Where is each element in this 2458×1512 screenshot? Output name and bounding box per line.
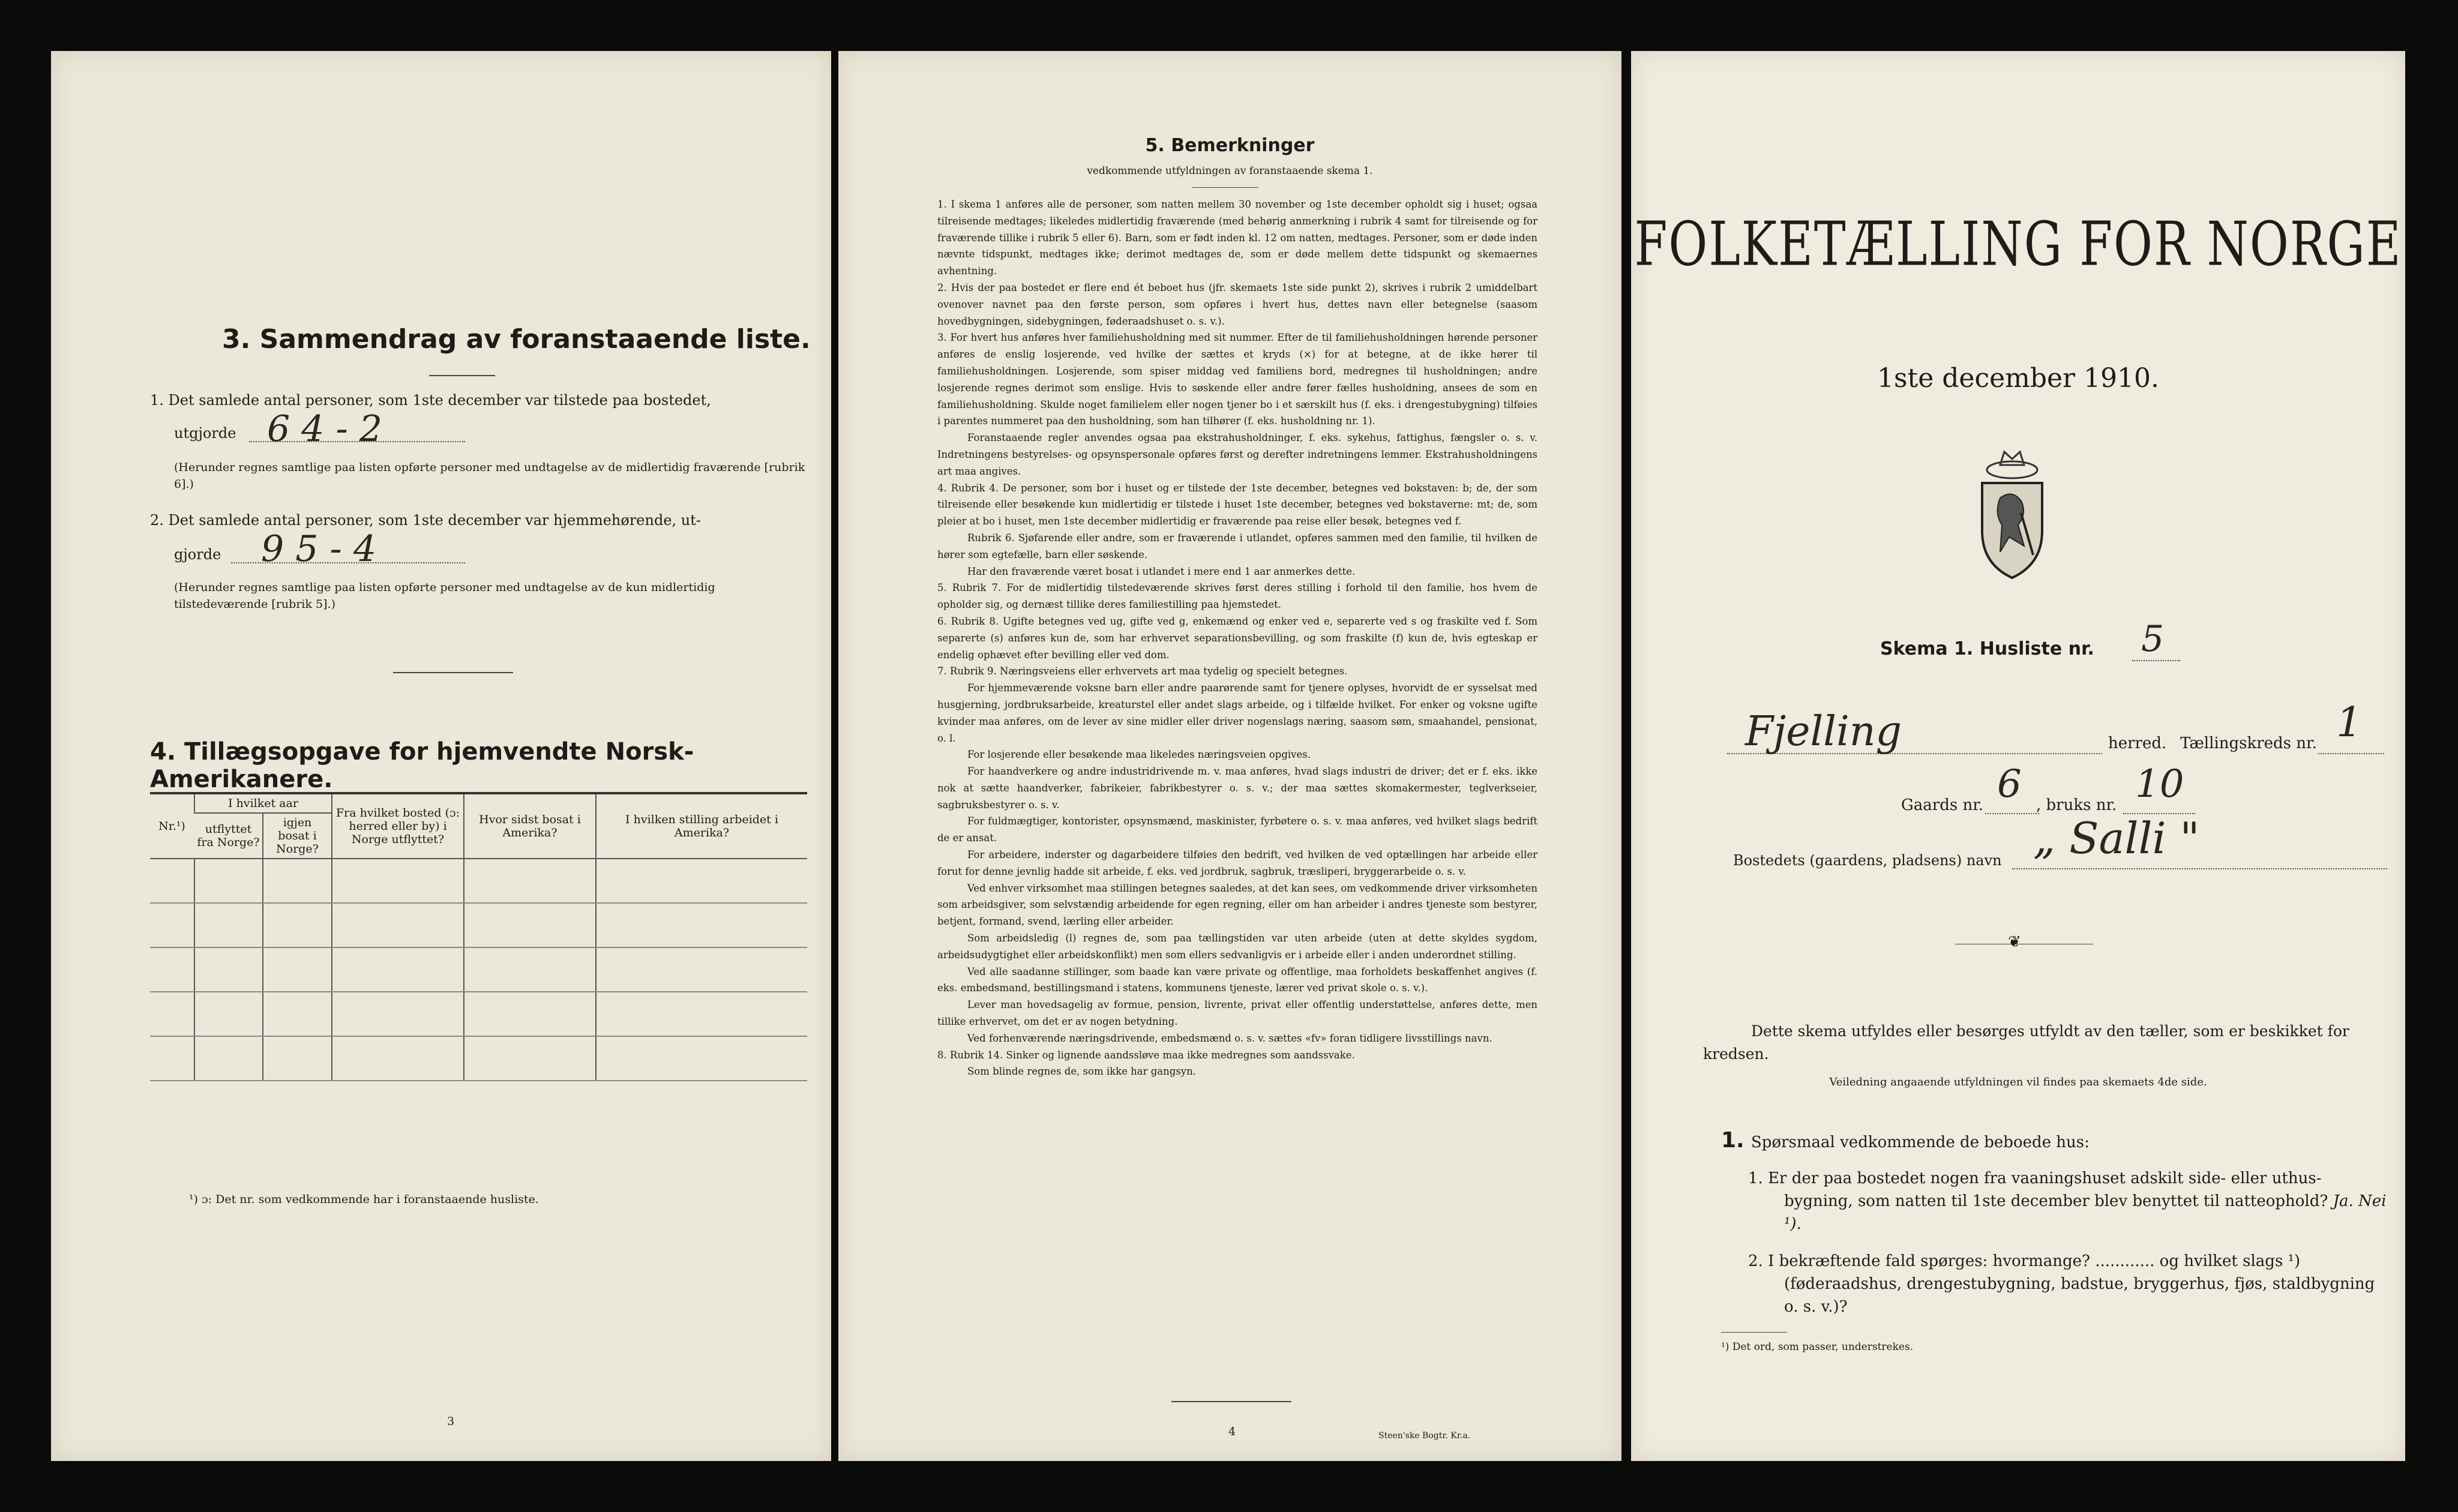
gaards-label: Gaards nr. — [1901, 796, 1984, 814]
skema-label: Skema 1. Husliste nr. — [1880, 638, 2094, 659]
heading-rule — [429, 375, 495, 376]
table-row — [150, 947, 807, 992]
question-1-answer: Ja. Nei ¹). — [1784, 1192, 2387, 1233]
note-4b: Rubrik 6. Sjøfarende eller andre, som er fraværende i utlandet, opføres sammen med den familie, til hvilken de hører som egtefælle, barn eller søskende. — [937, 532, 1537, 560]
husliste-dotted-line — [2132, 660, 2180, 661]
bemerkninger-heading: 5. Bemerkninger — [1145, 135, 1315, 156]
table-footnote: ¹) ɔ: Det nr. som vedkommende har i foranstaaende husliste. — [189, 1193, 539, 1206]
norsk-amerikanere-table — [150, 792, 807, 1081]
bemerkninger-subheading: vedkommende utfyldningen av foranstaaende skema 1. — [1087, 165, 1373, 177]
col-nr: Nr.¹) — [150, 793, 194, 859]
item2-handwritten-value: 9 5 - 4 — [261, 528, 377, 570]
item2-line: 2. Det samlede antal personer, som 1ste december var hjemmehørende, ut- — [150, 512, 701, 529]
note-7b: For hjemmeværende voksne barn eller andre paarørende samt for tjenere oplyses, hvorvidt de er sysselsat med husgjerning, jordbruksarbeide, kreaturstel eller andet slags arbeide, og i tilfælde hvilket. For enker og voksne ugifte kvinder maa anføres, om de lever av sine midler eller driver nogenslags næring, saasom søm, smaahandel, pensionat, o. l. — [937, 682, 1537, 744]
table-row — [150, 903, 807, 947]
footnote-rule — [1721, 1332, 1787, 1333]
question-heading: Spørsmaal vedkommende de beboede hus: — [1751, 1133, 2090, 1151]
bosted-label: Bostedets (gaardens, pladsens) navn — [1733, 852, 2002, 869]
note-7k: Ved forhenværende næringsdrivende, embedsmænd o. s. v. sættes «fv» foran tidligere livsstillings navn. — [967, 1032, 1492, 1044]
table-row — [150, 1036, 807, 1081]
heading-rule — [1192, 187, 1258, 188]
note-7j: Lever man hovedsagelig av formue, pension, livrente, privat eller offentlig understøttelse, anføres dette, men tillike erhvervet, om det er av nogen betydning. — [937, 999, 1537, 1028]
note-1: 1. I skema 1 anføres alle de personer, som natten mellem 30 november og 1ste december opholdt sig i huset; ogsaa tilreisende medtages; likeledes midlertidig fraværende (med behørig anmerkning i rubrik 4 samt for tilreisende og for fraværende tillike i rubrik 5 eller 6). Barn, som er født inden kl. 12 om natten, medtages. Personer, som er døde inden nævnte tidspunkt, medtages ikke; derimot medtages de, som er døde mellem dette tidspunkt og skemaernes avhentning. — [937, 199, 1537, 277]
herred-label: herred. — [2108, 734, 2167, 752]
question-heading-number: 1. — [1721, 1128, 1744, 1153]
col-utflyttet: utflyttet fra Norge? — [194, 813, 263, 859]
page-number: 4 — [1228, 1425, 1236, 1438]
footnote: ¹) Det ord, som passer, understrekes. — [1721, 1341, 1914, 1353]
note-8b: Som blinde regnes de, som ikke har gangsyn. — [967, 1066, 1196, 1078]
divider — [393, 672, 513, 673]
note-7c: For losjerende eller besøkende maa likeledes næringsveien opgives. — [967, 749, 1311, 761]
note-7g: Ved enhver virksomhet maa stillingen betegnes saaledes, at det kan sees, om vedkommende driver virksomheten som arbeidsgiver, som selvstændig arbeidende for egen regning, eller om han arbeider i andres tjeneste som bestyrer, betjent, formand, svend, lærling eller arbeider. — [937, 882, 1537, 928]
bosted-dotted-line — [2012, 868, 2387, 869]
item1-line: 1. Det samlede antal personer, som 1ste december var tilstede paa bostedet, — [150, 392, 711, 409]
col-igjen: igjen bosat i Norge? — [263, 813, 332, 859]
gaards-value: 6 — [1997, 762, 2022, 806]
note-3: 3. For hvert hus anføres hver familiehusholdning med sit nummer. Efter de til familiehusholdningen hørende personer anføres de enslig losjerende, ved hvilke der sættes et kryds (×) for at betegne, at de ikke hører til familiehusholdningen. Losjerende, som spiser middag ved familiens bord, medregnes til husholdningen; andre losjerende regnes derimot som enslige. Hvis to søskende eller andre fører fælles husholdning, ansees de som en familiehusholdning. Skulde noget familielem eller nogen tjener bo i et særskilt hus (f. eks. i drengestubygning) tilføies i parentes nummeret paa den husholdning, som han tilhører (f. eks. husholdning nr. 1). — [937, 332, 1537, 427]
note-7f: For arbeidere, inderster og dagarbeidere tilføies den bedrift, ved hvilken de ved optællingen har arbeide eller forut for denne jevnlig hadde sit arbeide, f. eks. ved jordbruk, sagbruk, træsliperi, bryggerarbeide o. s. v. — [937, 849, 1537, 877]
form-date: 1ste december 1910. — [1877, 363, 2160, 394]
item1-label: utgjorde — [174, 425, 236, 442]
section-3-heading: 3. Sammendrag av foranstaaende liste. — [222, 324, 811, 355]
notes-body — [937, 196, 1537, 1080]
ornament-icon: ❦ — [2008, 933, 2021, 951]
note-4: 4. Rubrik 4. De personer, som bor i huset og er tilstede der 1ste december, betegnes ved bokstaven: b; de, der som tilreisende eller besøkende kun midlertidig er tilstede i huset 1ste december, betegnes ved bokstaverne: mt; de, som pleier at bo i huset, men 1ste december midlertidig er fraværende paa reise eller besøk, betegnes ved f. — [937, 482, 1537, 527]
divider — [1171, 1401, 1291, 1402]
item1-handwritten-value: 6 4 - 2 — [267, 408, 383, 450]
kreds-dotted-line — [2318, 753, 2384, 754]
table-row — [150, 992, 807, 1036]
husliste-nr-value: 5 — [2141, 618, 2165, 660]
note-7e: For fuldmægtiger, kontorister, opsynsmænd, maskinister, fyrbøtere o. s. v. maa anføres, ved hvilket slags bedrift de er ansat. — [937, 815, 1537, 844]
page-4-middle — [838, 51, 1621, 1461]
page-1-right — [1631, 51, 2405, 1461]
col-bosted: Fra hvilket bosted (ɔ: herred eller by) i Norge utflyttet? — [332, 793, 464, 859]
note-7i: Ved alle saadanne stillinger, som baade kan være private og offentlige, maa forholdets beskaffenhet angives (f. eks. embedsmand, bestillingsmand i statens, kommunens tjeneste, lærer ved privat skole o. s. v.). — [937, 965, 1537, 994]
question-1-text: 1. Er der paa bostedet nogen fra vaaningshuset adskilt side- eller uthus-bygning, som natten til 1ste december blev benyttet til natteophold? — [1748, 1169, 2328, 1210]
note-8: 8. Rubrik 14. Sinker og lignende aandssløve maa ikke medregnes som aandssvake. — [937, 1049, 1355, 1061]
kreds-label: Tællingskreds nr. — [2180, 734, 2317, 752]
section-4-heading: 4. Tillægsopgave for hjemvendte Norsk-Amerikanere. — [150, 738, 694, 793]
item2-label: gjorde — [174, 546, 221, 563]
col-aar: I hvilket aar — [194, 793, 332, 813]
question-1 — [1748, 1167, 2390, 1235]
note-7h: Som arbeidsledig (l) regnes de, som paa tællingstiden var uten arbeide (uten at dette skyldes sygdom, arbeidsudygtighet eller arbeidskonflikt) men som ellers sedvanligvis er i arbeide eller i anden underordnet stilling. — [937, 932, 1537, 961]
note-7: 7. Rubrik 9. Næringsveiens eller erhvervets art maa tydelig og specielt betegnes. — [937, 665, 1348, 677]
note-5: 5. Rubrik 7. For de midlertidig tilstedeværende skrives først deres stilling i forhold til den familie, hos hvem de opholder sig, og dernæst tillike deres familiestilling paa hjemstedet. — [937, 582, 1537, 611]
kreds-value: 1 — [2336, 699, 2363, 746]
coat-of-arms-icon — [1967, 441, 2057, 582]
page-3-left — [51, 51, 831, 1461]
herred-value: Fjelling — [1745, 708, 1902, 755]
note-2: 2. Hvis der paa bostedet er flere end ét beboet hus (jfr. skemaets 1ste side punkt 2), skrives i rubrik 2 umiddelbart ovenover navnet paa den første person, som opføres i hvert hus, dettes navn eller betegnelse (saasom hovedbygningen, sidebygningen, føderaadshuset o. s. v.). — [937, 281, 1537, 327]
page-number: 3 — [447, 1415, 455, 1428]
question-2: 2. I bekræftende fald spørges: hvormange? ............ og hvilket slags ¹) (føderaadshus, drengestubygning, badstue, bryggerhus, fjøs, staldbygning o. s. v.)? — [1748, 1252, 2375, 1316]
note-4c: Har den fraværende været bosat i utlandet i mere end 1 aar anmerkes dette. — [967, 565, 1356, 577]
item2-note: (Herunder regnes samtlige paa listen opførte personer med undtagelse av de kun midlertidig tilstedeværende [rubrik 5].) — [174, 581, 715, 611]
gaards-dotted-line — [1985, 813, 2039, 814]
note-6: 6. Rubrik 8. Ugifte betegnes ved ug, gifte ved g, enkemænd og enker ved e, separerte ved s og fraskilte ved f. Som separerte (s) anføres kun de, som har erhvervet separationsbevilling, og som fraskilte (f) kun de, hvis egteskap er endelig ophævet efter bevilling eller ved dom. — [937, 615, 1537, 661]
col-sidst: Hvor sidst bosat i Amerika? — [464, 793, 596, 859]
printer-mark: Steen'ske Bogtr. Kr.a. — [1378, 1431, 1471, 1441]
bosted-value: „ Salli " — [2033, 813, 2200, 863]
bruks-value: 10 — [2135, 762, 2184, 806]
note-3b: Foranstaaende regler anvendes ogsaa paa ekstrahusholdninger, f. eks. sykehus, fattighus, fængsler o. s. v. Indretningens bestyrelses- og opsynspersonale opføres først og derefter indretningens lemmer. Ekstrahusholdningens art maa angives. — [937, 432, 1537, 477]
item1-note: (Herunder regnes samtlige paa listen opførte personer med undtagelse av de midlertidig fraværende [rubrik 6].) — [174, 461, 805, 491]
form-title: FOLKETÆLLING FOR NORGE — [1634, 208, 2402, 280]
table-row — [150, 859, 807, 903]
instruction-note: Veiledning angaaende utfyldningen vil findes paa skemaets 4de side. — [1829, 1076, 2207, 1088]
bruks-label: , bruks nr. — [2036, 796, 2117, 814]
instruction-text: Dette skema utfyldes eller besørges utfyldt av den tæller, som er beskikket for kredsen. — [1703, 1022, 2349, 1063]
col-stilling: I hvilken stilling arbeidet i Amerika? — [596, 793, 807, 859]
note-7d: For haandverkere og andre industridrivende m. v. maa anføres, hvad slags industri de driver; det er f. eks. ikke nok at sætte haandverker, fabrikeier, fabrikbestyrer o. s. v.; der maa sættes skomakermester, teglverkseier, sagbruksbestyrer o. s. v. — [937, 766, 1537, 811]
